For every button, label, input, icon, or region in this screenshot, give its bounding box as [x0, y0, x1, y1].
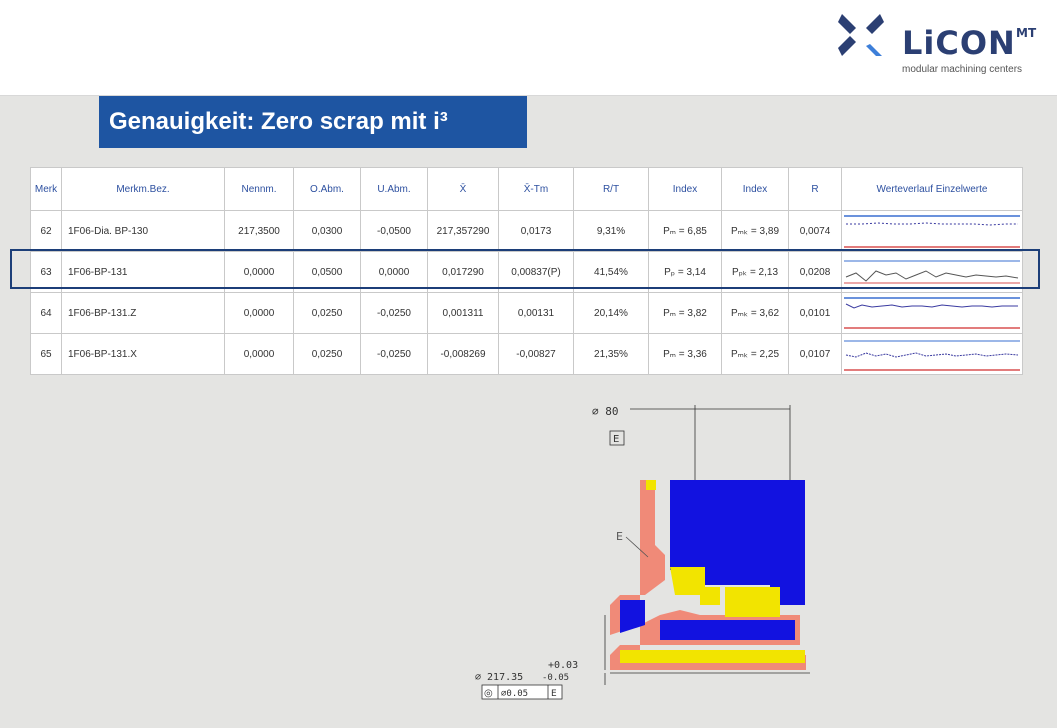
- cell-name: 1F06-BP-131.Z: [62, 293, 225, 334]
- tol-upper-label: +0.03: [548, 660, 579, 671]
- cell-oabm: 0,0250: [294, 334, 361, 375]
- col-header-index1: Index: [649, 168, 722, 211]
- cell-xtm: 0,00837(P): [499, 252, 574, 293]
- cell-uabm: -0,0500: [361, 211, 428, 252]
- cell-nr: 64: [31, 293, 62, 334]
- cell-name: 1F06-BP-131.X: [62, 334, 225, 375]
- tol-lower-label: -0.05: [542, 673, 570, 683]
- cell-index1: Pₚ = 3,14: [649, 252, 722, 293]
- fcf-tolerance: ⌀0.05: [501, 689, 529, 699]
- cell-nenn: 0,0000: [225, 252, 294, 293]
- cell-xbar: 217,357290: [428, 211, 499, 252]
- slide-title: Genauigkeit: Zero scrap mit i³: [99, 96, 527, 148]
- cell-index2: Pₘₖ = 3,62: [722, 293, 789, 334]
- cell-rt: 9,31%: [574, 211, 649, 252]
- company-logo: [836, 8, 1046, 78]
- col-header-xbar: X̄: [428, 168, 499, 211]
- table-row: [31, 293, 1023, 334]
- cell-xtm: -0,00827: [499, 334, 574, 375]
- cell-rt: 20,14%: [574, 293, 649, 334]
- table-row: [31, 211, 1023, 252]
- diameter-80-label: ⌀ 80: [592, 405, 619, 418]
- concentricity-icon: ◎: [484, 688, 493, 699]
- cell-name: 1F06-Dia. BP-130: [62, 211, 225, 252]
- col-header-xtm: X̄-Tm: [499, 168, 574, 211]
- cell-index2: Pₚₖ = 2,13: [722, 252, 789, 293]
- cell-uabm: 0,0000: [361, 252, 428, 293]
- cell-xbar: -0,008269: [428, 334, 499, 375]
- cell-r: 0,0107: [789, 334, 842, 375]
- col-header-name: Merkm.Bez.: [62, 168, 225, 211]
- cell-index2: Pₘₖ = 3,89: [722, 211, 789, 252]
- cell-nr: 65: [31, 334, 62, 375]
- logo-suffix: MT: [1016, 26, 1037, 40]
- cell-r: 0,0074: [789, 211, 842, 252]
- cell-uabm: -0,0250: [361, 293, 428, 334]
- cell-xbar: 0,001311: [428, 293, 499, 334]
- cell-xtm: 0,0173: [499, 211, 574, 252]
- cell-name: 1F06-BP-131: [62, 252, 225, 293]
- technical-drawing: [470, 395, 830, 715]
- cell-sparkline: [842, 293, 1023, 334]
- cell-oabm: 0,0500: [294, 252, 361, 293]
- cell-oabm: 0,0250: [294, 293, 361, 334]
- col-header-merk: Merk: [31, 168, 62, 211]
- licon-logo-icon: [836, 10, 886, 60]
- cell-nenn: 0,0000: [225, 334, 294, 375]
- diameter-217-label: ⌀ 217.35: [475, 672, 524, 683]
- value-trend-sparkline: [842, 335, 1022, 373]
- col-header-uabm: U.Abm.: [361, 168, 428, 211]
- datum-e-box: E: [613, 434, 620, 445]
- col-header-index2: Index: [722, 168, 789, 211]
- cell-rt: 21,35%: [574, 334, 649, 375]
- cell-index1: Pₘ = 3,36: [649, 334, 722, 375]
- cell-oabm: 0,0300: [294, 211, 361, 252]
- cell-rt: 41,54%: [574, 252, 649, 293]
- col-header-r: R: [789, 168, 842, 211]
- cell-nenn: 0,0000: [225, 293, 294, 334]
- value-trend-sparkline: [842, 294, 1022, 332]
- table-header-row: [31, 168, 1023, 211]
- col-header-oabm: O.Abm.: [294, 168, 361, 211]
- cell-nr: 63: [31, 252, 62, 293]
- col-header-rt: R/T: [574, 168, 649, 211]
- col-header-werteverlauf: Werteverlauf Einzelwerte: [842, 168, 1023, 211]
- cell-index1: Pₘ = 3,82: [649, 293, 722, 334]
- cell-sparkline: [842, 211, 1023, 252]
- cell-sparkline: [842, 334, 1023, 375]
- cell-r: 0,0208: [789, 252, 842, 293]
- cell-xtm: 0,00131: [499, 293, 574, 334]
- cell-index2: Pₘₖ = 2,25: [722, 334, 789, 375]
- cell-uabm: -0,0250: [361, 334, 428, 375]
- fcf-datum: E: [551, 689, 557, 699]
- cell-r: 0,0101: [789, 293, 842, 334]
- logo-tagline: modular machining centers: [902, 64, 1023, 75]
- col-header-nenn: Nennm.: [225, 168, 294, 211]
- cell-nr: 62: [31, 211, 62, 252]
- cell-index1: Pₘ = 6,85: [649, 211, 722, 252]
- cell-nenn: 217,3500: [225, 211, 294, 252]
- header-bar: [0, 0, 1057, 96]
- label-e: E: [616, 530, 623, 543]
- table-row: [31, 334, 1023, 375]
- logo-brand: LiCON: [902, 24, 1016, 62]
- cell-xbar: 0,017290: [428, 252, 499, 293]
- value-trend-sparkline: [842, 212, 1022, 250]
- highlighted-row-frame: [10, 249, 1040, 289]
